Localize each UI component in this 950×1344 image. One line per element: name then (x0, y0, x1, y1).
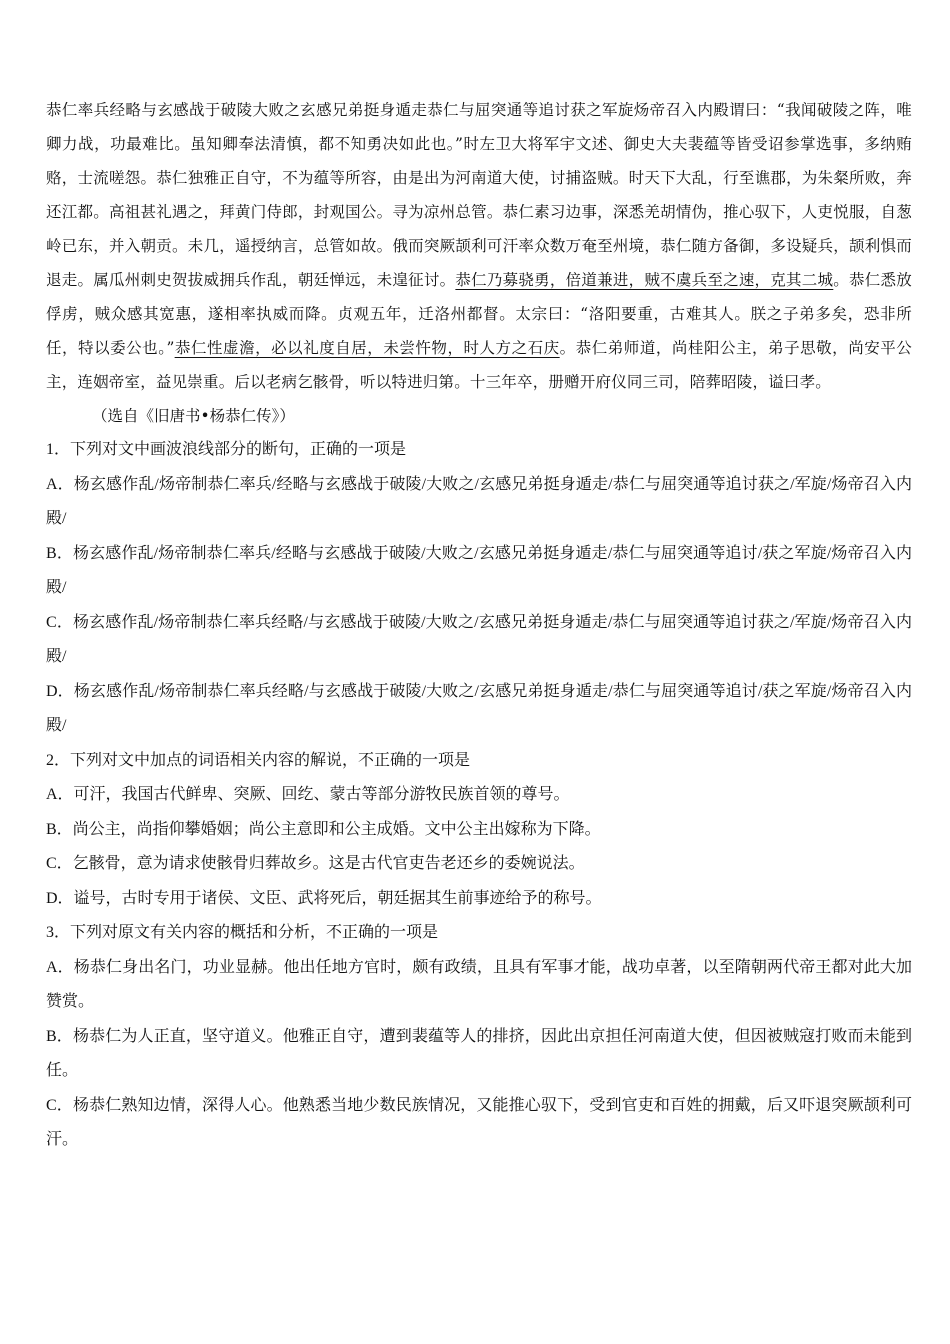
question-1-option-c: C．杨玄感作乱/炀帝制恭仁率兵经略/与玄感战于破陵/大败之/玄感兄弟挺身遁走/恭仁与屈突通等追讨获之/军旋/炀帝召入内殿/ (46, 613, 912, 665)
passage-text (46, 93, 912, 399)
question-1-option-b: B．杨玄感作乱/炀帝制恭仁率兵/经略与玄感战于破陵/大败之/玄感兄弟挺身遁走/恭仁与屈突通等追讨/获之军旋/炀帝召入内殿/ (46, 544, 912, 596)
question-3-option-a: A．杨恭仁身出名门，功业显赫。他出任地方官时，颇有政绩，且具有军事才能，战功卓著，以至隋朝两代帝王都对此大加赞赏。 (46, 958, 912, 1010)
underlined-sentence-2: 恭仁性虚澹，必以礼度自居，未尝忤物，时人方之石庆 (174, 339, 560, 357)
question-2-option-a: A．可汗，我国古代鲜卑、突厥、回纥、蒙古等部分游牧民族首领的尊号。 (46, 786, 570, 803)
question-2-option-b: B．尚公主，尚指仰攀婚姻；尚公主意即和公主成婚。文中公主出嫁称为下降。 (46, 820, 601, 838)
question-1-option-d: D．杨玄感作乱/炀帝制恭仁率兵经略/与玄感战于破陵/大败之/玄感兄弟挺身遁走/恭仁与屈突通等追讨/获之军旋/炀帝召入内殿/ (46, 682, 912, 734)
question-1-option-a: A．杨玄感作乱/炀帝制恭仁率兵/经略与玄感战于破陵/大败之/玄感兄弟挺身遁走/恭仁与屈突通等追讨获之/军旋/炀帝召入内殿/ (46, 475, 912, 527)
document-page (46, 93, 912, 1158)
passage-part-1: 恭仁率兵经略与玄感战于破陵大败之玄感兄弟挺身遁走恭仁与屈突通等追讨获之军旋炀帝召入内殿谓曰：“我闻破陵之阵，唯卿力战，功最难比。虽知卿奉法清慎，都不知勇决如此也。”时左卫大将军宇文述、御史大夫裴蕴等皆受诏参掌选事，多纳贿赂，士流嗟怨。恭仁独雅正自守，不为蕴等所容，由是出为河南道大使，讨捕盗贼。时天下大乱，行至谯郡，为朱粲所败，奔还江都。高祖甚礼遇之，拜黄门侍郎，封观国公。寻为凉州总管。恭仁素习边事，深悉羌胡情伪，推心驭下，人吏悦服，自葱岭已东，并入朝贡。未几，遥授纳言，总管如故。俄而突厥颉利可汗率众数万奄至州境，恭仁随方备御，多设疑兵，颉利惧而退走。属瓜州刺史贺拔威拥兵作乱，朝廷惮远，未遑征讨。 (46, 101, 912, 289)
question-2-option-d: D．谥号，古时专用于诸侯、文臣、武将死后，朝廷据其生前事迹给予的称号。 (46, 889, 602, 907)
passage-part-3: 。恭仁弟师道，尚桂阳公主，弟子思敬，尚安平公主，连姻帝室，益见崇重。后以老病乞骸骨，听以特进归第。十三年卒，册赠开府仪同三司，陪葬昭陵，谥曰孝。 (46, 339, 912, 391)
question-2-option-c: C．乞骸骨，意为请求使骸骨归葬故乡。这是古代官吏告老还乡的委婉说法。 (46, 855, 585, 872)
underlined-sentence-1: 恭仁乃募骁勇，倍道兼进，贼不虞兵至之速，克其二城 (455, 271, 834, 289)
passage-source: （选自《旧唐书•杨恭仁传》） (92, 407, 295, 425)
question-3-stem: 3．下列对原文有关内容的概括和分析，不正确的一项是 (46, 924, 439, 941)
question-3-option-b: B．杨恭仁为人正直，坚守道义。他雅正自守，遭到裴蕴等人的排挤，因此出京担任河南道大使，但因被贼寇打败而未能到任。 (46, 1027, 912, 1079)
question-2-stem: 2．下列对文中加点的词语相关内容的解说，不正确的一项是 (46, 751, 471, 769)
question-1-stem: 1．下列对文中画波浪线部分的断句，正确的一项是 (46, 441, 407, 458)
passage-part-2: 。恭仁悉放俘虏，贼众感其宽惠，遂相率执威而降。贞观五年，迁洛州都督。太宗曰：“洛阳要重，古难其人。朕之子弟多矣，恐非所任，特以委公也。” (46, 271, 912, 357)
question-3-option-c: C．杨恭仁熟知边情，深得人心。他熟悉当地少数民族情况，又能推心驭下，受到官吏和百姓的拥戴，后又吓退突厥颉利可汗。 (46, 1096, 912, 1148)
